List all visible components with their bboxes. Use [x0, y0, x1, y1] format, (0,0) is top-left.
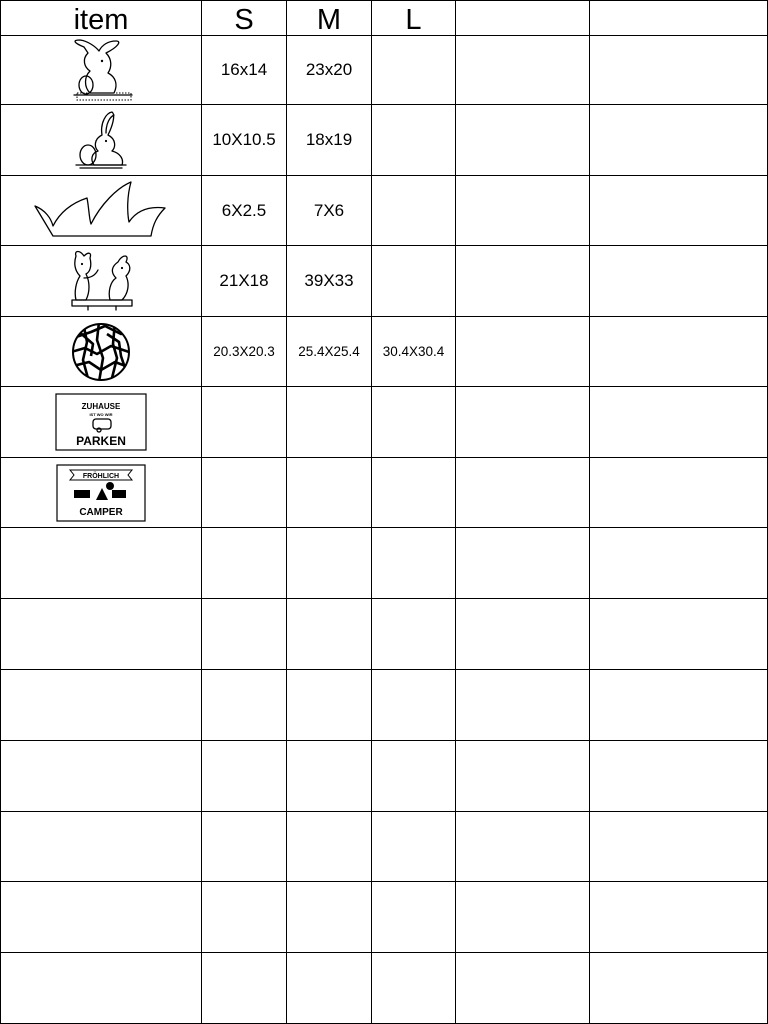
row-5-size-l: 30.4X30.4 — [382, 344, 445, 359]
row-9-extra-cell-6 — [589, 598, 768, 670]
row-6-extra-cell-5 — [455, 386, 590, 458]
sign-line-2: IST WO WIR — [89, 412, 113, 417]
row-5-size-l-cell — [371, 316, 456, 387]
row-12-size-s-cell — [201, 811, 287, 882]
row-5-item-cell — [0, 316, 202, 387]
row-7-extra-cell-6 — [589, 457, 768, 528]
row-8-extra-cell-6 — [589, 527, 768, 599]
row-2-extra-cell-5 — [455, 104, 590, 176]
row-5-size-m-cell — [286, 316, 372, 387]
row-6-size-l-cell — [371, 386, 456, 458]
row-14-size-l-cell — [371, 952, 456, 1024]
row-3-size-s: 6X2.5 — [221, 200, 267, 220]
row-3-extra-cell-6 — [589, 175, 768, 246]
row-8-size-s-cell — [201, 527, 287, 599]
row-4-size-m: 39X33 — [304, 271, 354, 290]
row-2-item-cell — [0, 104, 202, 176]
row-11-size-l-cell — [371, 740, 456, 812]
row-9-extra-cell-5 — [455, 598, 590, 670]
row-4-size-l-cell — [371, 245, 456, 317]
row-10-size-m-cell — [286, 669, 372, 741]
row-13-size-s-cell — [201, 881, 287, 953]
row-4-extra-cell-5 — [455, 245, 590, 317]
header-col6 — [589, 0, 768, 36]
header-s — [201, 0, 287, 36]
row-12-extra-cell-5 — [455, 811, 590, 882]
row-4-extra-cell-6 — [589, 245, 768, 317]
row-1-size-m: 23x20 — [305, 60, 353, 79]
header-s-label: S — [234, 3, 254, 36]
row-3-size-s-cell — [201, 175, 287, 246]
row-9-size-s-cell — [201, 598, 287, 670]
row-13-item-cell — [0, 881, 202, 953]
row-14-size-s-cell — [201, 952, 287, 1024]
header-l-label: L — [405, 3, 422, 36]
row-6-extra-cell-6 — [589, 386, 768, 458]
row-4-item-cell — [0, 245, 202, 317]
row-5-size-m: 25.4X25.4 — [298, 344, 360, 359]
row-2-size-s-cell — [201, 104, 287, 176]
row-13-size-l-cell — [371, 881, 456, 953]
row-5-extra-cell-5 — [455, 316, 590, 387]
row-5-size-s: 20.3X20.3 — [213, 344, 275, 359]
row-13-extra-cell-6 — [589, 881, 768, 953]
row-2-size-l-cell — [371, 104, 456, 176]
row-1-size-s: 16x14 — [220, 60, 268, 79]
row-14-extra-cell-5 — [455, 952, 590, 1024]
row-3-size-m-cell — [286, 175, 372, 246]
row-14-item-cell — [0, 952, 202, 1024]
row-1-item-cell — [0, 35, 202, 105]
row-12-size-l-cell — [371, 811, 456, 882]
row-9-size-m-cell — [286, 598, 372, 670]
row-7-size-m-cell — [286, 457, 372, 528]
header-m — [286, 0, 372, 36]
row-2-size-s: 10X10.5 — [212, 130, 276, 149]
row-14-size-m-cell — [286, 952, 372, 1024]
row-13-extra-cell-5 — [455, 881, 590, 953]
row-10-item-cell — [0, 669, 202, 741]
zuhause-parken-sign-icon — [55, 393, 147, 451]
row-6-size-m-cell — [286, 386, 372, 458]
row-2-size-m-cell — [286, 104, 372, 176]
grass-border-icon — [31, 180, 171, 242]
row-7-extra-cell-5 — [455, 457, 590, 528]
row-8-extra-cell-5 — [455, 527, 590, 599]
header-l — [371, 0, 456, 36]
sign-line-1: ZUHAUSE — [81, 402, 121, 411]
row-12-extra-cell-6 — [589, 811, 768, 882]
row-9-size-l-cell — [371, 598, 456, 670]
row-11-item-cell — [0, 740, 202, 812]
header-col5 — [455, 0, 590, 36]
bunny-with-egg-icon — [66, 37, 136, 103]
row-12-size-m-cell — [286, 811, 372, 882]
row-11-size-m-cell — [286, 740, 372, 812]
header-item — [0, 0, 202, 36]
two-bunnies-on-stand-icon — [64, 248, 138, 314]
row-4-size-s-cell — [201, 245, 287, 317]
row-8-size-m-cell — [286, 527, 372, 599]
row-1-size-s-cell — [201, 35, 287, 105]
row-2-extra-cell-6 — [589, 104, 768, 176]
row-7-size-l-cell — [371, 457, 456, 528]
row-4-size-s: 21X18 — [219, 271, 269, 290]
row-3-size-l-cell — [371, 175, 456, 246]
sign-line-3: PARKEN — [76, 434, 126, 448]
row-11-extra-cell-5 — [455, 740, 590, 812]
row-10-extra-cell-5 — [455, 669, 590, 741]
row-8-item-cell — [0, 527, 202, 599]
round-mosaic-coaster-icon — [71, 322, 131, 382]
row-9-item-cell — [0, 598, 202, 670]
row-8-size-l-cell — [371, 527, 456, 599]
sitting-bunny-with-egg-icon — [72, 109, 130, 171]
header-m-label: M — [316, 3, 342, 36]
row-10-extra-cell-6 — [589, 669, 768, 741]
row-10-size-l-cell — [371, 669, 456, 741]
header-item-label: item — [73, 3, 129, 36]
row-10-size-s-cell — [201, 669, 287, 741]
sign-line-1: FRÖHLICH — [82, 472, 120, 480]
row-1-extra-cell-5 — [455, 35, 590, 105]
row-2-size-m: 18x19 — [305, 130, 353, 149]
row-11-extra-cell-6 — [589, 740, 768, 812]
row-3-item-cell — [0, 175, 202, 246]
row-6-item-cell — [0, 386, 202, 458]
row-12-item-cell — [0, 811, 202, 882]
row-1-size-m-cell — [286, 35, 372, 105]
row-14-extra-cell-6 — [589, 952, 768, 1024]
row-5-size-s-cell — [201, 316, 287, 387]
froehlich-camper-sign-icon — [56, 464, 146, 522]
row-6-size-s-cell — [201, 386, 287, 458]
row-7-item-cell — [0, 457, 202, 528]
row-5-extra-cell-6 — [589, 316, 768, 387]
row-11-size-s-cell — [201, 740, 287, 812]
row-7-size-s-cell — [201, 457, 287, 528]
row-1-extra-cell-6 — [589, 35, 768, 105]
row-1-size-l-cell — [371, 35, 456, 105]
row-3-size-m: 7X6 — [313, 200, 345, 220]
row-3-extra-cell-5 — [455, 175, 590, 246]
row-4-size-m-cell — [286, 245, 372, 317]
sign-line-2: CAMPER — [79, 506, 123, 518]
row-13-size-m-cell — [286, 881, 372, 953]
